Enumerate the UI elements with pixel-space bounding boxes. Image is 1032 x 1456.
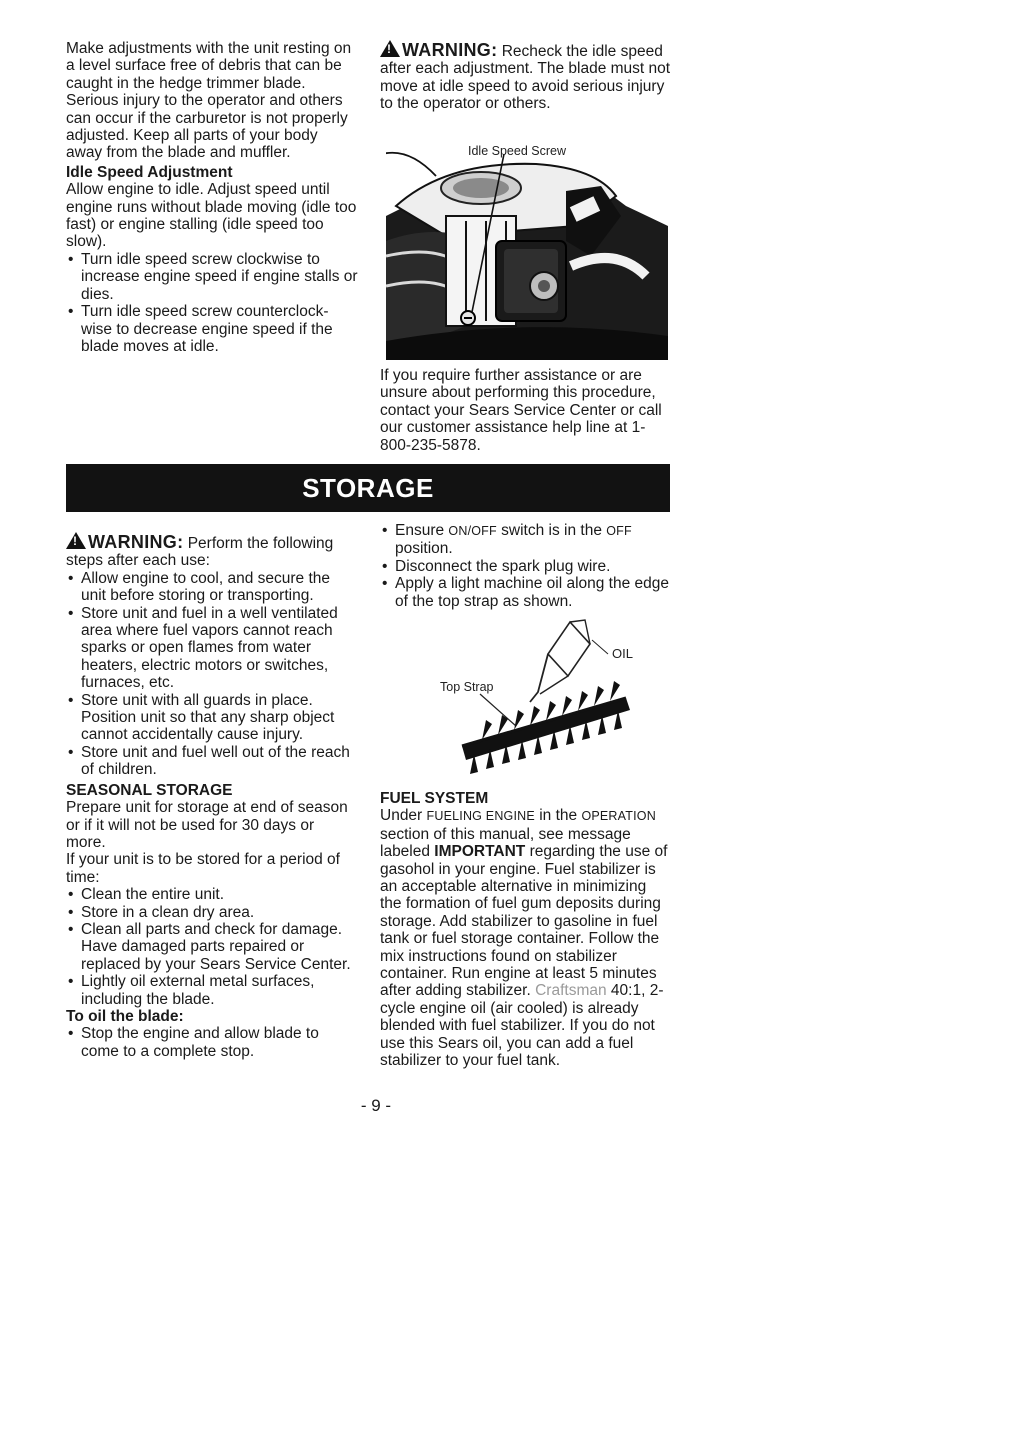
list-item: • Lightly oil external metal surfaces, including the blade. (66, 973, 358, 1008)
warning-label: WARNING: (402, 40, 498, 60)
list-item: • Store unit and fuel in a well ventilated area where fuel vapors cannot reach sparks or open flames from water heaters, electric motors or switches, furnaces, etc. (66, 605, 358, 692)
bottom-left-column (66, 532, 358, 1060)
fuel-system-block (380, 790, 672, 1070)
oil-blade-list (66, 1025, 358, 1060)
list-item: • Store unit with all guards in place. Position unit so that any sharp object cannot accidentally cause injury. (66, 692, 358, 744)
step-text: switch is in the (496, 522, 607, 539)
warning-triangle-icon (380, 40, 400, 57)
storage-warning-list (66, 570, 358, 779)
fuel-text: section of this manual, see message labeled (380, 825, 631, 861)
important-term: IMPORTANT (434, 843, 526, 861)
top-strap-label: Top Strap (440, 680, 494, 694)
warning-text: Perform the following steps after each use: (66, 535, 334, 570)
idle-speed-screw-label: Idle Speed Screw (468, 144, 566, 158)
storage-banner: STORAGE (66, 464, 670, 512)
list-item: • Clean all parts and check for damage. Have damaged parts repaired or replaced by your Sears Service Center. (66, 921, 358, 973)
step-text: Ensure (395, 522, 449, 539)
oil-can-blade-illustration (430, 614, 670, 784)
storage-steps-list (380, 522, 672, 610)
fuel-text: 40:1, 2-cycle engine oil (air cooled) is already blended with fuel stabilizer. If you do not use this Sears oil, you can add a fuel stabilizer to your fuel tank. (380, 982, 664, 1070)
assistance-text: If you require further assistance or are unsure about performing this procedure, contact your Sears Service Center or call our customer assistance help line at 1-800-235-5878. (380, 367, 662, 454)
list-item: • Disconnect the spark plug wire. (380, 558, 672, 575)
on-off-term: ON/OFF (448, 524, 497, 538)
list-item (380, 522, 672, 558)
seasonal-list (66, 886, 358, 1008)
off-term: OFF (606, 524, 632, 538)
idle-speed-screw-figure (386, 146, 668, 360)
fuel-text: regarding the use of gasohol in your engine. Fuel stabilizer is an acceptable alternative in minimizing the formation of fuel gum deposits during storage. Add stabilizer to gasoline in fuel tank or fuel storage container. Follow the mix instructions found on stabilizer container. Run engine at least 5 minutes after adding stabilizer. (380, 843, 668, 1000)
fuel-text: in the (534, 807, 582, 825)
warning-label: WARNING: (88, 532, 184, 552)
idle-speed-heading: Idle Speed Adjustment (66, 163, 233, 181)
list-item: • Clean the entire unit. (66, 886, 358, 903)
list-item: • Stop the engine and allow blade to come to a complete stop. (66, 1025, 358, 1060)
step-text: position. (395, 540, 453, 558)
list-item: • Turn idle speed screw counterclock-wise to decrease engine speed if the blade moves at idle. (66, 303, 358, 355)
list-item: • Apply a light machine oil along the edge of the top strap as shown. (380, 575, 672, 610)
carburetor-illustration (386, 146, 668, 360)
fuel-system-text (380, 807, 672, 1069)
list-item: • Store in a clean dry area. (66, 904, 358, 921)
fuel-text: Under (380, 807, 427, 825)
fuel-system-heading: FUEL SYSTEM (380, 790, 489, 807)
idle-bullet-list (66, 251, 358, 355)
warning-text: Recheck the idle speed after each adjustment. The blade must not move at idle speed to avoid serious injury to the operator or others. (380, 43, 671, 113)
storage-warning (66, 532, 358, 570)
warning-triangle-icon (66, 532, 86, 549)
page-number: - 9 - (360, 1096, 392, 1115)
oil-top-strap-figure (430, 614, 670, 784)
seasonal-storage-text-2: If your unit is to be stored for a period of time: (66, 851, 340, 886)
adjustment-intro: Make adjustments with the unit resting on a level surface free of debris that can be caught in the hedge trimmer blade. Serious injury to the operator and others can occur if the carburetor is not properly adjusted. Keep all parts of your body away from the blade and muffler. (66, 40, 352, 162)
assistance-text-block (380, 367, 672, 454)
top-left-column (66, 40, 358, 355)
seasonal-storage-text: Prepare unit for storage at end of season or if it will not be used for 30 days or more. (66, 799, 348, 851)
oil-label: OIL (612, 646, 633, 661)
operation-term: OPERATION (581, 809, 656, 824)
craftsman-brand: Craftsman (535, 982, 607, 1000)
seasonal-storage-heading: SEASONAL STORAGE (66, 781, 233, 799)
top-right-column (380, 40, 672, 113)
bottom-right-column (380, 522, 672, 610)
list-item: • Store unit and fuel well out of the reach of children. (66, 744, 358, 779)
list-item: • Turn idle speed screw clockwise to increase engine speed if engine stalls or dies. (66, 251, 358, 303)
list-item: • Allow engine to cool, and secure the unit before storing or transporting. (66, 570, 358, 605)
idle-warning (380, 40, 672, 113)
oil-blade-heading: To oil the blade: (66, 1007, 184, 1025)
fueling-engine-term: FUELING ENGINE (426, 809, 535, 824)
idle-speed-text: Allow engine to idle. Adjust speed until engine runs without blade moving (idle too fast) or engine stalling (idle speed too slow). (66, 181, 357, 251)
